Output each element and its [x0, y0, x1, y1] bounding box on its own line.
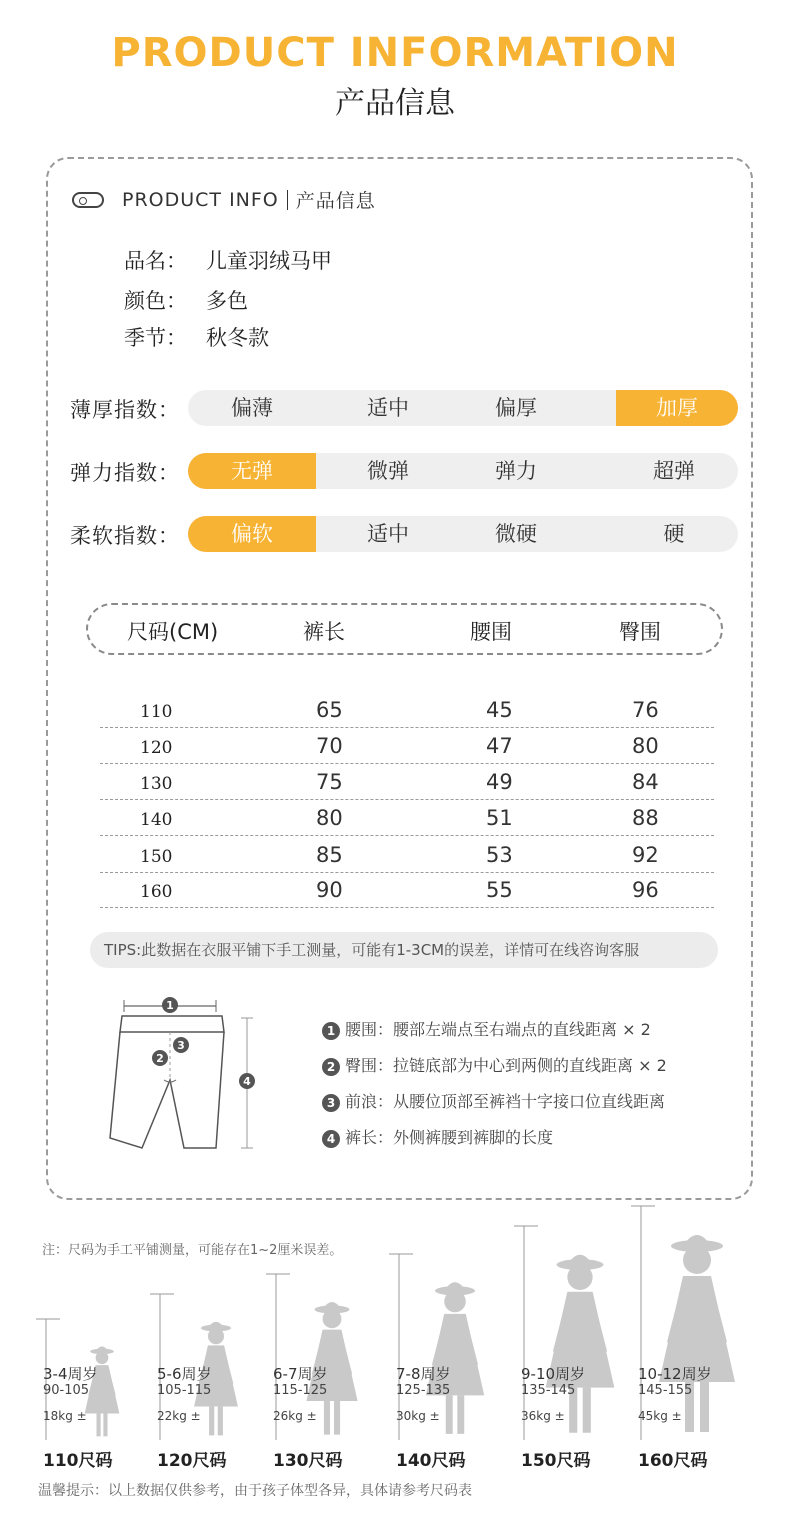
tips-bar: TIPS:此数据在衣服平铺下手工测量，可能有1-3CM的误差，详情可在线咨询客服 [90, 932, 718, 968]
size-cell: 110 [140, 702, 173, 722]
measure-cell: 70 [316, 734, 343, 758]
measure-cell: 80 [632, 734, 659, 758]
legend-text: 臀围：拉链底部为中心到两侧的直线距离 × 2 [345, 1056, 667, 1075]
kid-size-label: 120尺码 [157, 1451, 227, 1471]
fact-value: 多色 [206, 289, 248, 313]
legend-item [322, 1053, 667, 1076]
measure-cell: 75 [316, 770, 343, 794]
index-option: 微硬 [495, 522, 537, 546]
measure-cell: 45 [486, 698, 513, 722]
fact-name [124, 245, 332, 275]
kid-weight: 45kg ± [638, 1409, 682, 1423]
index-pill [188, 516, 738, 552]
kid-age: 9-10周岁 [521, 1365, 586, 1383]
legend-number: 4 [322, 1130, 340, 1148]
measure-cell: 55 [486, 878, 513, 902]
fact-key: 品名： [124, 249, 187, 273]
legend-text: 裤长：外侧裤腰到裤脚的长度 [345, 1128, 554, 1147]
index-option: 微弹 [367, 459, 409, 483]
info-title-en: PRODUCT INFO [122, 188, 279, 211]
index-label: 薄厚指数： [70, 398, 180, 422]
measure-cell: 88 [632, 806, 659, 830]
fact-key: 颜色： [124, 289, 187, 313]
row-divider [100, 763, 714, 764]
row-divider [100, 835, 714, 836]
size-cell: 160 [140, 882, 173, 902]
fact-season [124, 322, 269, 352]
info-title [72, 186, 376, 213]
silhouette-figure [659, 1235, 735, 1432]
kid-weight: 30kg ± [396, 1409, 440, 1423]
silhouette-figure [546, 1255, 615, 1433]
size-cell: 140 [140, 810, 173, 830]
kid-age: 7-8周岁 [396, 1365, 451, 1383]
kid-age: 10-12周岁 [638, 1365, 712, 1383]
index-option: 偏软 [188, 516, 316, 552]
marker-2-label: 2 [156, 1052, 164, 1065]
row-divider [100, 907, 714, 908]
size-cell: 120 [140, 738, 173, 758]
kid-size-label: 150尺码 [521, 1451, 591, 1471]
kid-weight: 18kg ± [43, 1409, 87, 1423]
size-header-hip: 臀围 [619, 620, 661, 644]
legend-number: 1 [322, 1022, 340, 1040]
toggle-icon [72, 192, 104, 208]
index-label: 弹力指数： [70, 461, 180, 485]
child-silhouette [625, 1202, 755, 1440]
header-title-en: PRODUCT INFORMATION [111, 30, 679, 76]
index-option: 硬 [663, 522, 685, 546]
row-divider [100, 872, 714, 873]
index-option: 加厚 [616, 390, 738, 426]
kid-age: 6-7周岁 [273, 1365, 328, 1383]
size-cell: 150 [140, 847, 173, 867]
row-divider [100, 727, 714, 728]
measure-cell: 53 [486, 843, 513, 867]
measure-cell: 80 [316, 806, 343, 830]
kid-height-range: 115-125 [273, 1383, 328, 1398]
kid-size-label: 130尺码 [273, 1451, 343, 1471]
measure-cell: 96 [632, 878, 659, 902]
kid-weight: 26kg ± [273, 1409, 317, 1423]
legend-item [322, 1017, 651, 1040]
legend-item [322, 1125, 553, 1148]
index-label: 柔软指数： [70, 524, 180, 548]
index-option: 无弹 [188, 453, 316, 489]
pants-diagram [104, 988, 274, 1158]
child-silhouette [508, 1222, 638, 1440]
legend-item [322, 1089, 665, 1112]
size-header-length: 裤长 [303, 620, 345, 644]
kid-height-range: 125-135 [396, 1383, 451, 1398]
measure-cell: 49 [486, 770, 513, 794]
kid-height-range: 145-155 [638, 1383, 693, 1398]
marker-1-label: 1 [166, 999, 174, 1012]
legend-text: 前浪：从腰位顶部至裤裆十字接口位直线距离 [345, 1092, 666, 1111]
kid-weight: 22kg ± [157, 1409, 201, 1423]
legend-number: 2 [322, 1058, 340, 1076]
measure-cell: 92 [632, 843, 659, 867]
footer-note: 温馨提示：以上数据仅供参考，由于孩子体型各异，具体请参考尺码表 [38, 1483, 472, 1499]
kid-size-label: 110尺码 [43, 1451, 113, 1471]
marker-3-label: 3 [177, 1039, 185, 1052]
kid-age: 3-4周岁 [43, 1365, 98, 1383]
row-divider [100, 799, 714, 800]
size-header-size: 尺码(CM) [127, 620, 219, 644]
measure-cell: 47 [486, 734, 513, 758]
header-title-cn: 产品信息 [335, 86, 455, 121]
pants-outline [110, 1032, 224, 1148]
kid-height-range: 90-105 [43, 1383, 90, 1398]
index-pill [188, 453, 738, 489]
marker-4-label: 4 [243, 1075, 251, 1088]
measure-cell: 76 [632, 698, 659, 722]
kid-weight: 36kg ± [521, 1409, 565, 1423]
measure-cell: 90 [316, 878, 343, 902]
kid-height-range: 105-115 [157, 1383, 212, 1398]
fact-color [124, 285, 248, 315]
size-header-waist: 腰围 [470, 620, 512, 644]
fact-key: 季节： [124, 326, 187, 350]
measure-cell: 51 [486, 806, 513, 830]
size-note: 注：尺码为手工平铺测量，可能存在1~2厘米误差。 [42, 1243, 343, 1258]
index-option: 超弹 [653, 459, 695, 483]
fact-value: 儿童羽绒马甲 [206, 249, 332, 273]
kid-height-range: 135-145 [521, 1383, 576, 1398]
index-option: 弹力 [495, 459, 537, 483]
legend-text: 腰围：腰部左端点至右端点的直线距离 × 2 [345, 1020, 651, 1039]
index-option: 适中 [367, 522, 409, 546]
info-title-cn: 产品信息 [295, 190, 376, 212]
index-option: 适中 [367, 396, 409, 420]
legend-number: 3 [322, 1094, 340, 1112]
index-pill [188, 390, 738, 426]
kid-size-label: 160尺码 [638, 1451, 708, 1471]
size-cell: 130 [140, 774, 173, 794]
measure-cell: 84 [632, 770, 659, 794]
waistband [120, 1016, 224, 1032]
kid-age: 5-6周岁 [157, 1365, 212, 1383]
index-option: 偏薄 [231, 396, 273, 420]
measure-cell: 85 [316, 843, 343, 867]
measure-cell: 65 [316, 698, 343, 722]
index-option: 偏厚 [495, 396, 537, 420]
title-divider [287, 190, 288, 210]
fact-value: 秋冬款 [206, 326, 269, 350]
silhouette-figure [85, 1346, 120, 1436]
kid-size-label: 140尺码 [396, 1451, 466, 1471]
